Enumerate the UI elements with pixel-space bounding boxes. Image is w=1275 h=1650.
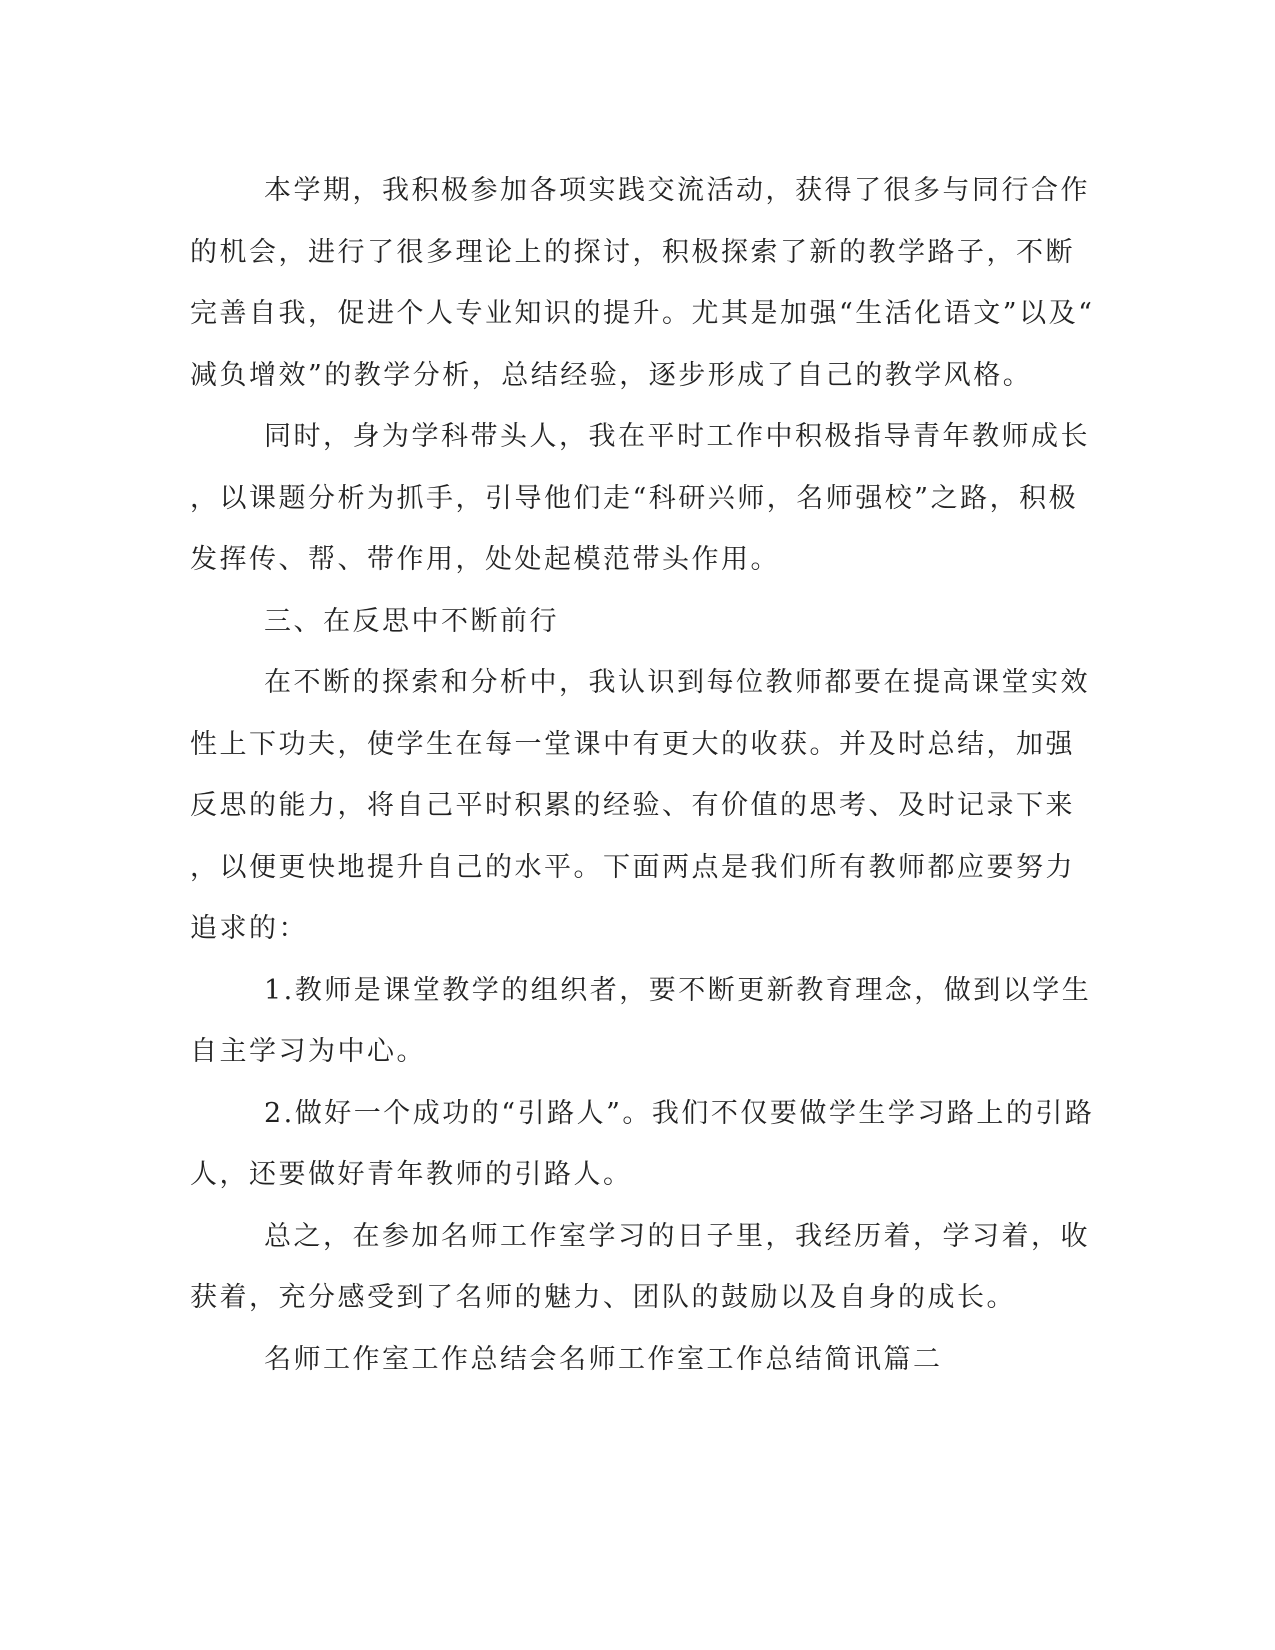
text-line-18: 总之，在参加名师工作室学习的日子里，我经历着，学习着，收: [264, 1220, 1090, 1252]
list-item-2: 2.做好一个成功的“引路人”。我们不仅要做学生学习路上的引路: [264, 1097, 1095, 1129]
document-body: [190, 160, 1095, 1390]
text-line-3: 完善自我，促进个人专业知识的提升。尤其是加强“生活化语文”以及“: [190, 298, 1095, 329]
text-line-11: 反思的能力，将自己平时积累的经验、有价值的思考、及时记录下来: [190, 790, 1075, 821]
text-line-7: 发挥传、帮、带作用，处处起模范带头作用。: [190, 544, 780, 575]
text-line-12: ，以便更快地提升自己的水平。下面两点是我们所有教师都应要努力: [190, 851, 1075, 883]
list-item-2-cont: 人，还要做好青年教师的引路人。: [190, 1159, 633, 1190]
list-item-1: 1.教师是课堂教学的组织者，要不断更新教育理念，做到以学生: [264, 974, 1092, 1006]
text-line-19: 获着，充分感受到了名师的魅力、团队的鼓励以及自身的成长。: [190, 1282, 1016, 1313]
text-line-13: 追求的：: [190, 913, 308, 944]
text-line-4: 减负增效”的教学分析，总结经验，逐步形成了自己的教学风格。: [190, 359, 1033, 391]
text-line-1: 本学期，我积极参加各项实践交流活动，获得了很多与同行合作: [264, 175, 1090, 206]
list-item-1-cont: 自主学习为中心。: [190, 1036, 426, 1067]
text-line-10: 性上下功夫，使学生在每一堂课中有更大的收获。并及时总结，加强: [190, 728, 1075, 760]
section-heading: 三、在反思中不断前行: [264, 605, 559, 637]
text-line-9: 在不断的探索和分析中，我认识到每位教师都要在提高课堂实效: [264, 667, 1090, 698]
text-line-5: 同时，身为学科带头人，我在平时工作中积极指导青年教师成长: [264, 421, 1090, 452]
text-line-6: ，以课题分析为抓手，引导他们走“科研兴师，名师强校”之路，积极: [190, 482, 1079, 514]
text-line-2: 的机会，进行了很多理论上的探讨，积极探索了新的教学路子，不断: [190, 236, 1075, 268]
next-article-title: 名师工作室工作总结会名师工作室工作总结简讯篇二: [264, 1343, 943, 1375]
